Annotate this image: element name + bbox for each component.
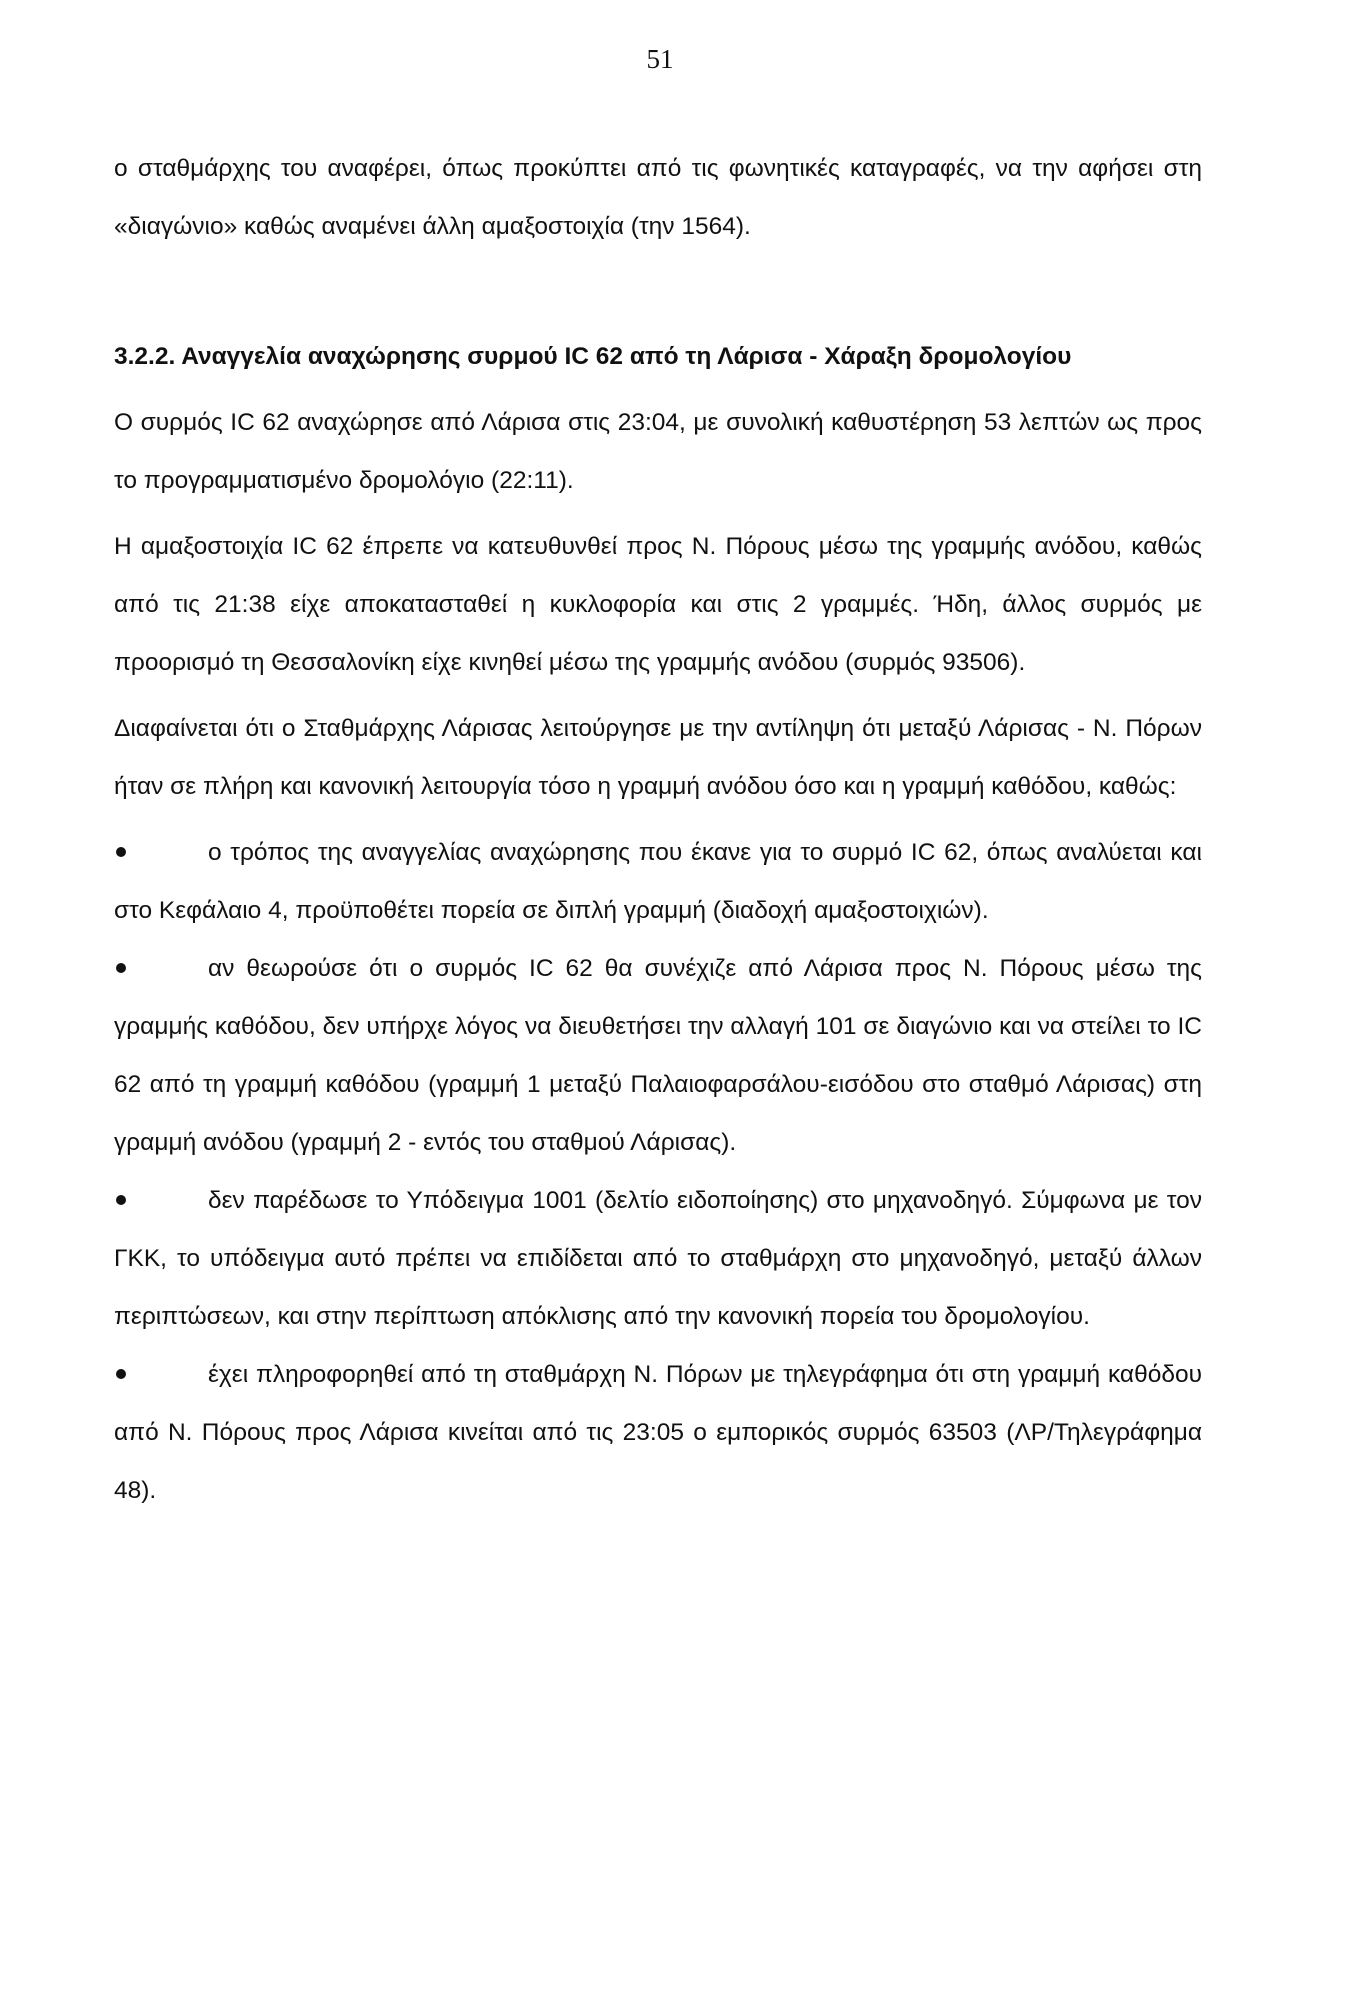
paragraph: Η αμαξοστοιχία IC 62 έπρεπε να κατευθυνθεί προς Ν. Πόρους μέσω της γραμμής ανόδου, καθώς από τις 21:38 είχε αποκατασταθεί η κυκλοφορία και στις 2 γραμμές. Ήδη, άλλος συρμός με προορισμό τη Θεσσαλονίκη είχε κινηθεί μέσω της γραμμής ανόδου (συρμός 93506). bbox=[114, 533, 1202, 676]
bullet-text: ο τρόπος της αναγγελίας αναχώρησης που έκανε για το συρμό IC 62, όπως αναλύεται και στο Κεφάλαιο 4, προϋποθέτει πορεία σε διπλή γραμμή (διαδοχή αμαξοστοιχιών). bbox=[114, 839, 1202, 924]
bullet-text: έχει πληροφορηθεί από τη σταθμάρχη Ν. Πόρων με τηλεγράφημα ότι στη γραμμή καθόδου από Ν. Πόρους προς Λάρισα κινείται από τις 23:05 ο εμπορικός συρμός 63503 (ΛΡ/Τηλεγράφημα 48). bbox=[114, 1361, 1202, 1504]
page-number: 51 bbox=[646, 44, 674, 74]
intro-paragraph: ο σταθμάρχης του αναφέρει, όπως προκύπτει από τις φωνητικές καταγραφές, να την αφήσει στη «διαγώνιο» καθώς αναμένει άλλη αμαξοστοιχία (την 1564). bbox=[114, 155, 1202, 240]
bullet-icon bbox=[116, 1369, 126, 1379]
paragraph: Ο συρμός IC 62 αναχώρησε από Λάρισα στις 23:04, με συνολική καθυστέρηση 53 λεπτών ως προς το προγραμματισμένο δρομολόγιο (22:11). bbox=[114, 409, 1202, 494]
section-heading: 3.2.2. Αναγγελία αναχώρησης συρμού IC 62 από τη Λάρισα - Χάραξη δρομολογίου bbox=[114, 343, 1072, 370]
page-content bbox=[114, 140, 1202, 1520]
bullet-item bbox=[114, 940, 1202, 1172]
bullet-item bbox=[114, 824, 1202, 940]
bullet-icon bbox=[116, 1195, 126, 1205]
bullet-item bbox=[114, 1346, 1202, 1520]
bullet-icon bbox=[116, 963, 126, 973]
bullet-text: αν θεωρούσε ότι ο συρμός IC 62 θα συνέχιζε από Λάρισα προς Ν. Πόρους μέσω της γραμμής καθόδου, δεν υπήρχε λόγος να διευθετήσει την αλλαγή 101 σε διαγώνιο και να στείλει το IC 62 από τη γραμμή καθόδου (γραμμή 1 μεταξύ Παλαιοφαρσάλου-εισόδου στο σταθμό Λάρισας) στη γραμμή ανόδου (γραμμή 2 - εντός του σταθμού Λάρισας). bbox=[114, 955, 1202, 1156]
bullet-item bbox=[114, 1172, 1202, 1346]
bullet-text: δεν παρέδωσε το Υπόδειγμα 1001 (δελτίο ειδοποίησης) στο μηχανοδηγό. Σύμφωνα με τον ΓΚΚ, το υπόδειγμα αυτό πρέπει να επιδίδεται από το σταθμάρχη στο μηχανοδηγό, μεταξύ άλλων περιπτώσεων, και στην περίπτωση απόκλισης από την κανονική πορεία του δρομολογίου. bbox=[114, 1187, 1202, 1330]
paragraph: Διαφαίνεται ότι ο Σταθμάρχης Λάρισας λειτούργησε με την αντίληψη ότι μεταξύ Λάρισας - Ν. Πόρων ήταν σε πλήρη και κανονική λειτουργία τόσο η γραμμή ανόδου όσο και η γραμμή καθόδου, καθώς: bbox=[114, 715, 1202, 800]
bullet-icon bbox=[116, 847, 126, 857]
